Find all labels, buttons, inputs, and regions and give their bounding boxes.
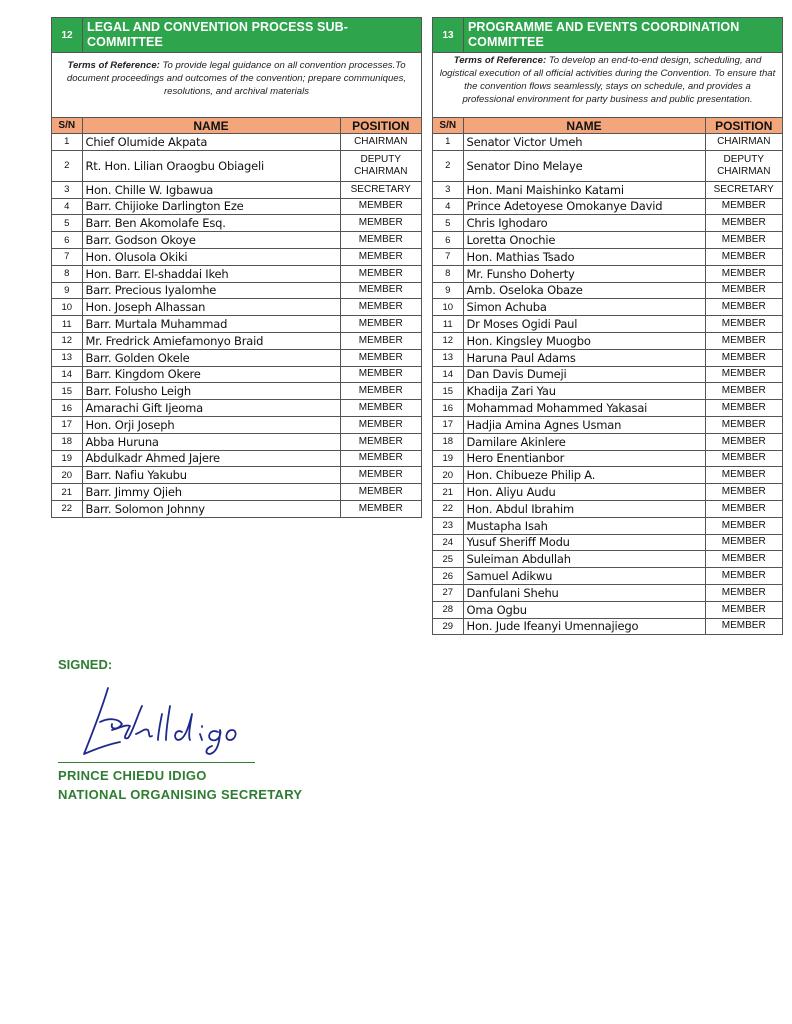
- member-position: MEMBER: [705, 248, 782, 265]
- member-sn: 24: [433, 534, 463, 551]
- member-position: MEMBER: [705, 215, 782, 232]
- table-row: [52, 150, 421, 181]
- member-name: Hadjia Amina Agnes Usman: [463, 416, 705, 433]
- member-name: Barr. Folusho Leigh: [82, 383, 340, 400]
- member-name: Dr Moses Ogidi Paul: [463, 316, 705, 333]
- member-sn: 17: [433, 416, 463, 433]
- members-table: [52, 118, 421, 517]
- member-position: SECRETARY: [340, 181, 421, 198]
- member-name: Abba Huruna: [82, 433, 340, 450]
- member-position: MEMBER: [705, 584, 782, 601]
- table-row: [433, 198, 782, 215]
- member-sn: 23: [433, 517, 463, 534]
- terms-of-reference: [433, 53, 782, 118]
- member-sn: 17: [52, 416, 82, 433]
- table-header-row: [52, 118, 421, 134]
- member-name: Khadija Zari Yau: [463, 383, 705, 400]
- table-header-row: [433, 118, 782, 134]
- member-position: MEMBER: [705, 467, 782, 484]
- member-sn: 6: [433, 232, 463, 249]
- column-header-position: POSITION: [340, 118, 421, 134]
- member-name: Senator Victor Umeh: [463, 134, 705, 151]
- member-name: Haruna Paul Adams: [463, 349, 705, 366]
- table-row: [433, 416, 782, 433]
- member-position: MEMBER: [705, 416, 782, 433]
- member-sn: 4: [52, 198, 82, 215]
- member-sn: 10: [52, 299, 82, 316]
- member-position: MEMBER: [705, 332, 782, 349]
- table-row: [52, 299, 421, 316]
- member-position: MEMBER: [340, 299, 421, 316]
- member-position: MEMBER: [705, 484, 782, 501]
- member-name: Yusuf Sheriff Modu: [463, 534, 705, 551]
- terms-of-reference: [52, 53, 421, 118]
- member-name: Barr. Murtala Muhammad: [82, 316, 340, 333]
- table-row: [433, 433, 782, 450]
- member-position: MEMBER: [705, 265, 782, 282]
- table-row: [433, 232, 782, 249]
- table-row: [433, 584, 782, 601]
- committee-number: 12: [52, 18, 83, 52]
- table-row: [433, 215, 782, 232]
- member-sn: 7: [52, 248, 82, 265]
- table-row: [433, 299, 782, 316]
- table-row: [433, 568, 782, 585]
- table-row: [433, 332, 782, 349]
- member-position: MEMBER: [340, 349, 421, 366]
- column-header-position: POSITION: [705, 118, 782, 134]
- member-name: Prince Adetoyese Omokanye David: [463, 198, 705, 215]
- member-sn: 18: [433, 433, 463, 450]
- member-sn: 26: [433, 568, 463, 585]
- member-sn: 16: [52, 400, 82, 417]
- member-sn: 16: [433, 400, 463, 417]
- member-name: Oma Ogbu: [463, 601, 705, 618]
- member-sn: 13: [433, 349, 463, 366]
- member-position: MEMBER: [705, 299, 782, 316]
- member-name: Senator Dino Melaye: [463, 150, 705, 181]
- member-position: MEMBER: [705, 316, 782, 333]
- member-position: MEMBER: [705, 400, 782, 417]
- signatory-name: PRINCE CHIEDU IDIGO: [58, 768, 207, 783]
- member-name: Barr. Precious Iyalomhe: [82, 282, 340, 299]
- member-name: Hon. Mathias Tsado: [463, 248, 705, 265]
- table-row: [52, 232, 421, 249]
- table-row: [52, 400, 421, 417]
- member-sn: 10: [433, 299, 463, 316]
- member-name: Danfulani Shehu: [463, 584, 705, 601]
- member-name: Hero Enentianbor: [463, 450, 705, 467]
- member-sn: 14: [52, 366, 82, 383]
- table-row: [433, 484, 782, 501]
- signed-label: SIGNED:: [58, 657, 113, 672]
- member-name: Hon. Kingsley Muogbo: [463, 332, 705, 349]
- committee-title: PROGRAMME AND EVENTS COORDINATION COMMITTEE: [468, 20, 740, 49]
- member-sn: 19: [433, 450, 463, 467]
- member-position: SECRETARY: [705, 181, 782, 198]
- member-position: MEMBER: [340, 450, 421, 467]
- member-sn: 2: [52, 150, 82, 181]
- member-position: MEMBER: [705, 601, 782, 618]
- member-sn: 5: [52, 215, 82, 232]
- member-sn: 29: [433, 618, 463, 634]
- table-row: [433, 265, 782, 282]
- member-name: Suleiman Abdullah: [463, 551, 705, 568]
- table-row: [52, 450, 421, 467]
- member-position: MEMBER: [340, 467, 421, 484]
- member-name: Damilare Akinlere: [463, 433, 705, 450]
- members-table: [433, 118, 782, 634]
- table-row: [52, 332, 421, 349]
- member-position: MEMBER: [705, 517, 782, 534]
- member-name: Hon. Jude Ifeanyi Umennajiego: [463, 618, 705, 634]
- member-sn: 25: [433, 551, 463, 568]
- member-sn: 20: [52, 467, 82, 484]
- member-name: Abdulkadr Ahmed Jajere: [82, 450, 340, 467]
- member-sn: 6: [52, 232, 82, 249]
- member-sn: 21: [52, 484, 82, 501]
- member-position: CHAIRMAN: [705, 134, 782, 151]
- signature-line: [58, 762, 255, 763]
- member-sn: 28: [433, 601, 463, 618]
- member-name: Samuel Adikwu: [463, 568, 705, 585]
- member-name: Barr. Godson Okoye: [82, 232, 340, 249]
- member-name: Simon Achuba: [463, 299, 705, 316]
- table-row: [52, 265, 421, 282]
- member-position: MEMBER: [705, 282, 782, 299]
- member-sn: 1: [433, 134, 463, 151]
- members-table-body: [433, 134, 782, 635]
- member-position: MEMBER: [340, 416, 421, 433]
- member-position: MEMBER: [705, 198, 782, 215]
- member-sn: 3: [52, 181, 82, 198]
- member-name: Mr. Fredrick Amiefamonyo Braid: [82, 332, 340, 349]
- member-sn: 3: [433, 181, 463, 198]
- tor-text: To provide legal guidance on all convention processes.To document proceedings and outcomes of the convention; prepare communiques, resolutions, and archival materials: [66, 60, 407, 97]
- table-row: [52, 282, 421, 299]
- member-name: Mohammad Mohammed Yakasai: [463, 400, 705, 417]
- member-name: Hon. Chibueze Philip A.: [463, 467, 705, 484]
- member-name: Chief Olumide Akpata: [82, 134, 340, 151]
- member-name: Hon. Barr. El-shaddai Ikeh: [82, 265, 340, 282]
- member-name: Hon. Joseph Alhassan: [82, 299, 340, 316]
- member-position: MEMBER: [340, 282, 421, 299]
- member-sn: 11: [52, 316, 82, 333]
- member-name: Mustapha Isah: [463, 517, 705, 534]
- table-row: [433, 248, 782, 265]
- member-name: Barr. Ben Akomolafe Esq.: [82, 215, 340, 232]
- table-row: [52, 134, 421, 151]
- member-sn: 14: [433, 366, 463, 383]
- handwritten-signature: [78, 684, 258, 760]
- signatory-title: NATIONAL ORGANISING SECRETARY: [58, 787, 303, 802]
- member-sn: 11: [433, 316, 463, 333]
- member-sn: 27: [433, 584, 463, 601]
- member-position: MEMBER: [705, 500, 782, 517]
- table-row: [433, 551, 782, 568]
- table-row: [433, 450, 782, 467]
- member-sn: 8: [52, 265, 82, 282]
- committee-title: LEGAL AND CONVENTION PROCESS SUB-COMMITTEE: [87, 20, 348, 49]
- committee-header: [52, 18, 421, 53]
- member-name: Hon. Aliyu Audu: [463, 484, 705, 501]
- table-row: [433, 349, 782, 366]
- member-position: MEMBER: [340, 248, 421, 265]
- column-header-name: NAME: [463, 118, 705, 134]
- member-name: Barr. Golden Okele: [82, 349, 340, 366]
- committee-panel-12: [51, 17, 422, 518]
- member-name: Amb. Oseloka Obaze: [463, 282, 705, 299]
- member-position: MEMBER: [340, 265, 421, 282]
- member-name: Loretta Onochie: [463, 232, 705, 249]
- member-position: MEMBER: [721, 620, 766, 632]
- member-name: Hon. Orji Joseph: [82, 416, 340, 433]
- table-row: [52, 248, 421, 265]
- member-sn: 5: [433, 215, 463, 232]
- member-position: MEMBER: [705, 232, 782, 249]
- member-sn: 18: [52, 433, 82, 450]
- table-row: [52, 416, 421, 433]
- member-name: Hon. Chille W. Igbawua: [82, 181, 340, 198]
- member-position: MEMBER: [340, 332, 421, 349]
- member-name: Mr. Funsho Doherty: [463, 265, 705, 282]
- member-sn: 13: [52, 349, 82, 366]
- member-position: MEMBER: [340, 232, 421, 249]
- member-name: Barr. Kingdom Okere: [82, 366, 340, 383]
- member-name: Rt. Hon. Lilian Oraogbu Obiageli: [82, 150, 340, 181]
- member-sn: 15: [52, 383, 82, 400]
- member-sn: 9: [52, 282, 82, 299]
- member-position: MEMBER: [340, 383, 421, 400]
- table-row: [433, 316, 782, 333]
- members-table-body: [52, 134, 421, 517]
- table-row: [433, 601, 782, 618]
- member-position: MEMBER: [358, 502, 403, 514]
- member-name: Barr. Jimmy Ojieh: [82, 484, 340, 501]
- column-header-sn: S/N: [52, 118, 82, 134]
- member-position: DEPUTY CHAIRMAN: [705, 150, 782, 181]
- member-position: MEMBER: [340, 484, 421, 501]
- member-position: MEMBER: [340, 198, 421, 215]
- tor-text: To develop an end-to-end design, scheduling, and logistical execution of all official activities during the Convention. To ensure that the convention flows seamlessly, stays on schedule, and provides a professional environment for party business and public presentation.: [439, 55, 776, 105]
- table-row: [433, 134, 782, 151]
- table-row: [433, 500, 782, 517]
- member-position: MEMBER: [705, 450, 782, 467]
- member-sn: 4: [433, 198, 463, 215]
- member-sn: 19: [52, 450, 82, 467]
- member-name: Barr. Nafiu Yakubu: [82, 467, 340, 484]
- member-position: MEMBER: [705, 534, 782, 551]
- member-name: Amarachi Gift Ijeoma: [82, 400, 340, 417]
- member-sn: 22: [52, 500, 82, 516]
- table-row: [52, 467, 421, 484]
- member-position: MEMBER: [705, 349, 782, 366]
- member-sn: 15: [433, 383, 463, 400]
- table-row: [52, 383, 421, 400]
- table-row: [52, 349, 421, 366]
- member-position: MEMBER: [705, 366, 782, 383]
- tor-label: Terms of Reference:: [453, 55, 547, 66]
- member-name: Hon. Olusola Okiki: [82, 248, 340, 265]
- member-name: Barr. Chijioke Darlington Eze: [82, 198, 340, 215]
- table-row: [433, 467, 782, 484]
- committee-header: [433, 18, 782, 53]
- member-name: Barr. Solomon Johnny: [82, 500, 340, 516]
- table-row: [433, 383, 782, 400]
- table-row: [433, 181, 782, 198]
- member-sn: 12: [52, 332, 82, 349]
- table-row: [52, 500, 421, 516]
- signatory: [58, 766, 302, 804]
- member-sn: 22: [433, 500, 463, 517]
- table-row: [52, 366, 421, 383]
- member-name: Dan Davis Dumeji: [463, 366, 705, 383]
- table-row: [433, 400, 782, 417]
- table-row: [433, 618, 782, 634]
- table-row: [52, 316, 421, 333]
- table-row: [52, 484, 421, 501]
- member-sn: 21: [433, 484, 463, 501]
- member-name: Chris Ighodaro: [463, 215, 705, 232]
- member-sn: 12: [433, 332, 463, 349]
- member-sn: 20: [433, 467, 463, 484]
- table-row: [52, 433, 421, 450]
- tor-label: Terms of Reference:: [67, 60, 160, 71]
- member-position: MEMBER: [705, 433, 782, 450]
- member-position: DEPUTY CHAIRMAN: [340, 150, 421, 181]
- table-row: [433, 150, 782, 181]
- member-position: MEMBER: [340, 316, 421, 333]
- member-position: MEMBER: [705, 383, 782, 400]
- member-position: MEMBER: [340, 366, 421, 383]
- member-sn: 1: [52, 134, 82, 151]
- member-sn: 9: [433, 282, 463, 299]
- committee-panel-13: [432, 17, 783, 635]
- member-sn: 8: [433, 265, 463, 282]
- table-row: [52, 215, 421, 232]
- column-header-name: NAME: [82, 118, 340, 134]
- committee-number: 13: [433, 18, 464, 52]
- table-row: [433, 366, 782, 383]
- member-position: MEMBER: [705, 551, 782, 568]
- table-row: [52, 181, 421, 198]
- table-row: [433, 517, 782, 534]
- member-name: Hon. Mani Maishinko Katami: [463, 181, 705, 198]
- member-sn: 2: [433, 150, 463, 181]
- member-position: MEMBER: [340, 433, 421, 450]
- member-position: MEMBER: [705, 568, 782, 585]
- member-position: MEMBER: [340, 215, 421, 232]
- member-position: CHAIRMAN: [340, 134, 421, 151]
- member-sn: 7: [433, 248, 463, 265]
- table-row: [433, 282, 782, 299]
- table-row: [52, 198, 421, 215]
- member-name: Hon. Abdul Ibrahim: [463, 500, 705, 517]
- member-position: MEMBER: [340, 400, 421, 417]
- column-header-sn: S/N: [433, 118, 463, 134]
- table-row: [433, 534, 782, 551]
